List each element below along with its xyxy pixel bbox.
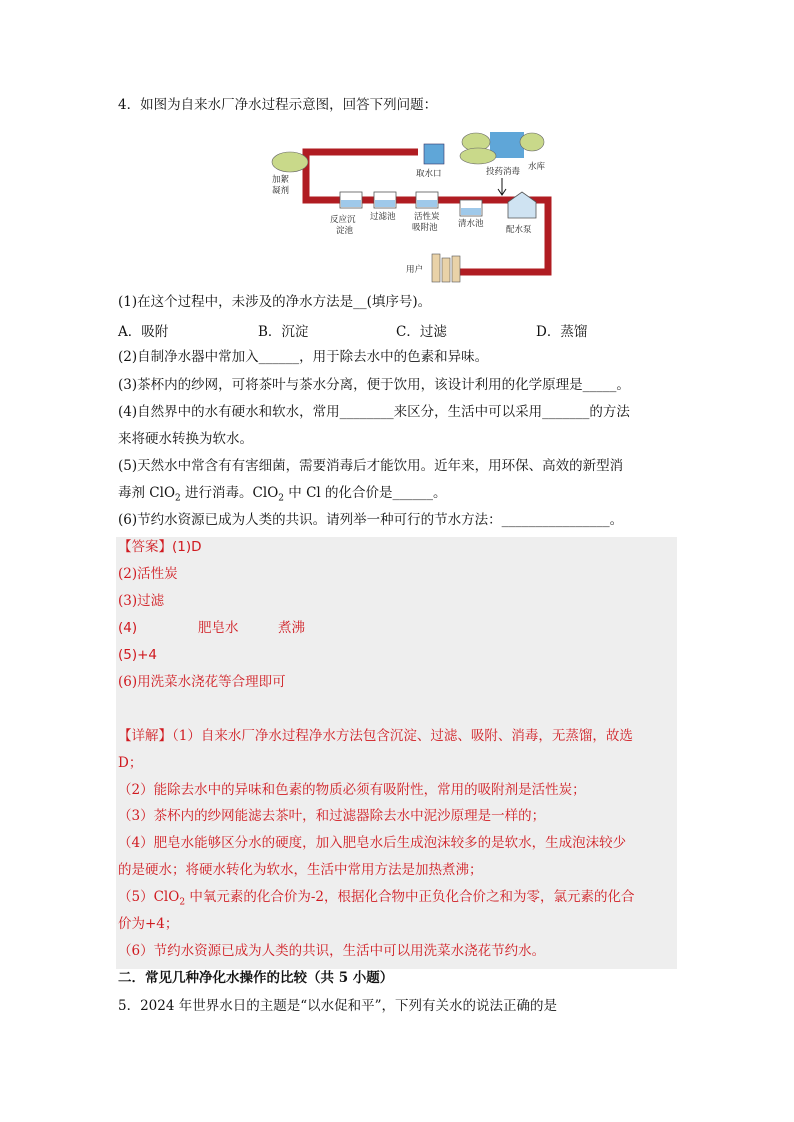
explanation-line1 xyxy=(118,726,633,746)
option-c: C．过滤 xyxy=(396,324,447,340)
sediment-label-2: 淀池 xyxy=(336,226,354,236)
explanation-5-pre: （5）ClO xyxy=(118,889,180,905)
pump-icon xyxy=(508,192,536,218)
explanation-5-sub: 2 xyxy=(179,897,186,908)
option-b: B．沉淀 xyxy=(258,324,309,340)
option-a: A．吸附 xyxy=(118,324,169,340)
explanation-label: 【详解】 xyxy=(118,728,172,744)
coagulant-label-1: 加絮 xyxy=(272,175,290,185)
q5-sub-a: 2 xyxy=(175,493,181,504)
explanation-2: （2）能除去水中的异味和色素的物质必须有吸附性，常用的吸附剂是活性炭； xyxy=(118,782,586,798)
q2-text: (2)自制净水器中常加入______，用于除去水中的色素和异味。 xyxy=(118,349,489,365)
pump-label: 配水泵 xyxy=(506,225,532,235)
explanation-4a: （4）肥皂水能够区分水的硬度，加入肥皂水后生成泡沫较多的是软水，生成泡沫较少 xyxy=(118,835,627,851)
explanation-6: （6）节约水资源已成为人类的共识，生活中可以用洗菜水浇花节约水。 xyxy=(118,943,546,959)
q4-text-line1: (4)自然界中的水有硬水和软水，常用________来区分，生活中可以采用_______的方法 xyxy=(118,404,630,420)
q5-part-c: 中 Cl 的化合价是______。 xyxy=(284,485,447,501)
user-label: 用户 xyxy=(406,265,424,275)
answer-6: (6)用洗菜水浇花等合理即可 xyxy=(118,674,286,690)
intake-icon xyxy=(424,144,444,164)
explanation-5b: 价为+4； xyxy=(118,916,179,932)
q5-text-line1: (5)天然水中常含有有害细菌，需要消毒后才能饮用。近年来，用环保、高效的新型消 xyxy=(118,458,624,474)
answer-4-part1: 肥皂水 xyxy=(198,620,239,636)
explanation-1b: D； xyxy=(118,755,143,771)
section-2-heading: 二．常见几种净化水操作的比较（共 5 小题） xyxy=(118,970,394,986)
coagulant-label-2: 凝剂 xyxy=(272,186,290,196)
answer-4-num: (4) xyxy=(118,620,138,636)
explanation-4b: 的是硬水；将硬水转化为软水，生活中常用方法是加热煮沸； xyxy=(118,862,483,878)
explanation-5-post: 中氧元素的化合价为-2，根据化合物中正负化合价之和为零，氯元素的化合 xyxy=(185,889,635,905)
water-treatment-diagram xyxy=(268,122,568,284)
answer-5: (5)+4 xyxy=(118,647,158,663)
answer-1: (1)D xyxy=(172,539,202,555)
carbon-label-2: 吸附池 xyxy=(412,223,438,233)
answer-label: 【答案】 xyxy=(118,539,172,555)
q3-text: (3)茶杯内的纱网，可将茶叶与茶水分离，便于饮用，该设计利用的化学原理是_____。 xyxy=(118,377,630,393)
q5-sub-b: 2 xyxy=(278,493,284,504)
answer-4 xyxy=(118,618,305,638)
q4-text-line2: 来将硬水转换为软水。 xyxy=(118,431,253,447)
clear-water-label: 清水池 xyxy=(458,219,484,229)
user-buildings-icon xyxy=(432,254,460,282)
q1-text: (1)在这个过程中，未涉及的净水方法是__(填序号)。 xyxy=(118,294,432,310)
explanation-3: （3）茶杯内的纱网能滤去茶叶，和过滤器除去水中泥沙原理是一样的； xyxy=(118,808,546,824)
reservoir-label: 水库 xyxy=(528,162,546,172)
option-d: D．蒸馏 xyxy=(536,324,588,340)
question-5-stem: 5．2024 年世界水日的主题是“以水促和平”，下列有关水的说法正确的是 xyxy=(118,998,558,1014)
answer-2: (2)活性炭 xyxy=(118,566,178,582)
answer-3: (3)过滤 xyxy=(118,593,165,609)
q5-part-b: 进行消毒。ClO xyxy=(180,485,279,501)
sediment-label-1: 反应沉 xyxy=(330,215,356,225)
answer-4-part2: 煮沸 xyxy=(278,620,305,636)
q6-text: (6)节约水资源已成为人类的共识。请列举一种可行的节水方法：________________。 xyxy=(118,512,624,528)
explanation-5a xyxy=(118,887,635,913)
disinfect-arrow xyxy=(498,178,506,195)
explanation-1a: （1）自来水厂净水过程净水方法包含沉淀、过滤、吸附、消毒，无蒸馏，故选 xyxy=(172,728,633,744)
question-4-stem: 4．如图为自来水厂净水过程示意图，回答下列问题： xyxy=(118,97,438,113)
filter-label: 过滤池 xyxy=(370,212,396,222)
carbon-label-1: 活性炭 xyxy=(414,212,440,222)
coagulant-pile-icon xyxy=(272,152,308,172)
answer-line1 xyxy=(118,537,202,557)
q5-text-line2 xyxy=(118,483,447,509)
reservoir-icon xyxy=(460,132,544,164)
tanks xyxy=(340,192,482,216)
intake-label: 取水口 xyxy=(416,169,442,179)
q5-part-a: 毒剂 ClO xyxy=(118,485,176,501)
disinfect-label: 投药消毒 xyxy=(486,167,521,177)
